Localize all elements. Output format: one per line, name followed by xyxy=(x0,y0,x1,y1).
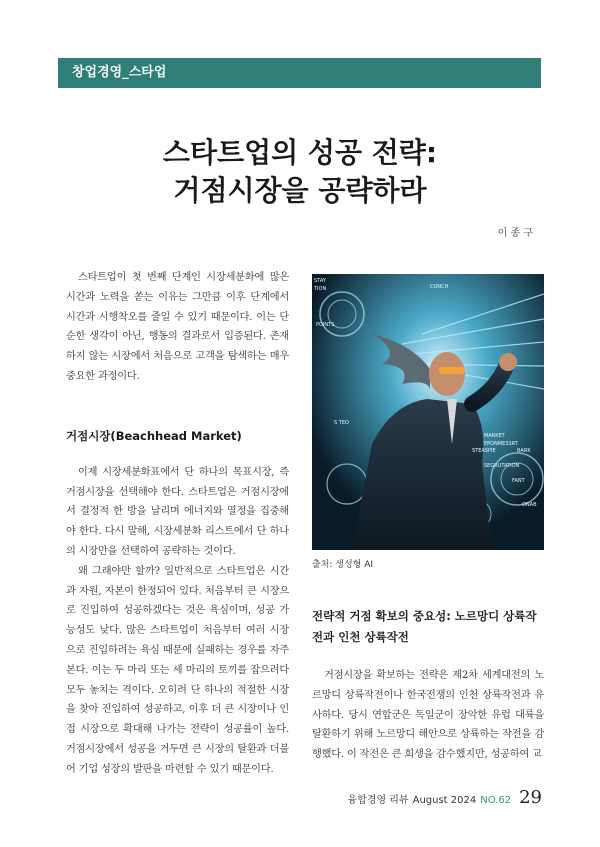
heading-beachhead: 거점시장(Beachhead Market) xyxy=(66,428,242,443)
hud-label: CONCH xyxy=(430,284,449,290)
section-label: 창업경영_스타업 xyxy=(72,65,167,80)
section-banner xyxy=(58,58,541,88)
illustration-svg xyxy=(312,274,544,550)
right-column xyxy=(312,274,544,765)
hud-label: STAY xyxy=(314,278,326,284)
hud-label: MARKET xyxy=(484,433,505,439)
footer-date: August 2024 xyxy=(412,795,477,806)
title-line-2: 거점시장을 공략하라 xyxy=(173,174,427,207)
hud-label: TION xyxy=(314,286,327,292)
author-name: 이 종 구 xyxy=(497,228,533,239)
paragraph-1: 이제 시장세분화표에서 단 하나의 목표시장, 즉 거점시장을 선택해야 한다. 스타트업은 거점시장에서 결정적 한 방을 날리며 에너지와 열정을 집중해야 한다. 다시 말해, 시장세분화 리스트에서 단 하나의 시장만을 선택하여 공략하는 것이다. xyxy=(66,466,289,557)
hud-label: BARK xyxy=(517,448,531,454)
image-caption: 출처: 생성형 AI xyxy=(312,560,374,570)
footer-journal: 융합경영 리뷰 xyxy=(347,795,409,806)
article-illustration xyxy=(312,274,544,550)
left-column xyxy=(66,268,289,780)
hud-label: FANT xyxy=(512,478,525,484)
figure-fist xyxy=(499,353,517,371)
title-line-1: 스타트업의 성공 전략: xyxy=(162,136,438,169)
page-footer xyxy=(347,787,542,808)
hud-label: SEGRUTATION xyxy=(484,463,520,469)
paragraph-2: 왜 그래야만 할까? 일반적으로 스타트업은 시간과 자원, 자본이 한정되어 있다. 처음부터 큰 시장으로 진입하여 성공하겠다는 것은 욕심이며, 성공 가능성도 낮다. 많은 스타트업이 처음부터 여러 시장으로 진입하려는 욕심 때문에 실패하는 경우를 자주 본다. 이는 두 마리 또는 세 마리의 토끼를 잡으려다 모두 놓치는 격이다. 오히려 단 하나의 적절한 시장을 찾아 진입하여 성공하고, 이후 더 큰 시장이나 인접 시장으로 확대해 나가는 전략이 성공률이 높다. 거점시장에서 성공을 거두면 큰 시장의 탈환과 더불어 기업 성장의 발판을 마련할 수 있기 때문이다. xyxy=(66,565,289,775)
footer-issue: NO.62 xyxy=(480,795,512,806)
intro-paragraph: 스타트업이 첫 번째 단계인 시장세분화에 많은 시간과 노력을 쏟는 이유는 그만큼 이후 단계에서 시간과 시행착오를 줄일 수 있기 때문이다. 이는 단순한 생각이 아닌, 행동의 결과로서 입증된다. 존재하지 않는 시장에서 처음으로 고객을 탐색하는 매우 중요한 과정이다. xyxy=(66,272,289,382)
hud-label: STEASPIE xyxy=(472,448,496,454)
hud-label: EPONMESSRT xyxy=(484,441,518,447)
hud-label: POINTS xyxy=(316,322,335,328)
article-title xyxy=(0,134,600,210)
page-number: 29 xyxy=(519,787,542,808)
hud-label: S TEO xyxy=(334,420,349,426)
hud-label: ONAB xyxy=(522,502,537,508)
paragraph-3: 거점시장을 확보하는 전략은 제2차 세계대전의 노르망디 상륙작전이나 한국전쟁의 인천 상륙작전과 유사하다. 당시 연합군은 독일군이 장악한 유럽 대륙을 탈환하기 위해 노르망디 해안으로 상륙하는 작전을 감행했다. 이 작전은 큰 희생을 감수했지만, 성공하여 교 xyxy=(312,670,544,761)
heading-strategic: 전략적 거점 확보의 중요성: 노르망디 상륙작전과 인천 상륙작전 xyxy=(312,609,537,644)
figure-glasses xyxy=(439,367,465,374)
